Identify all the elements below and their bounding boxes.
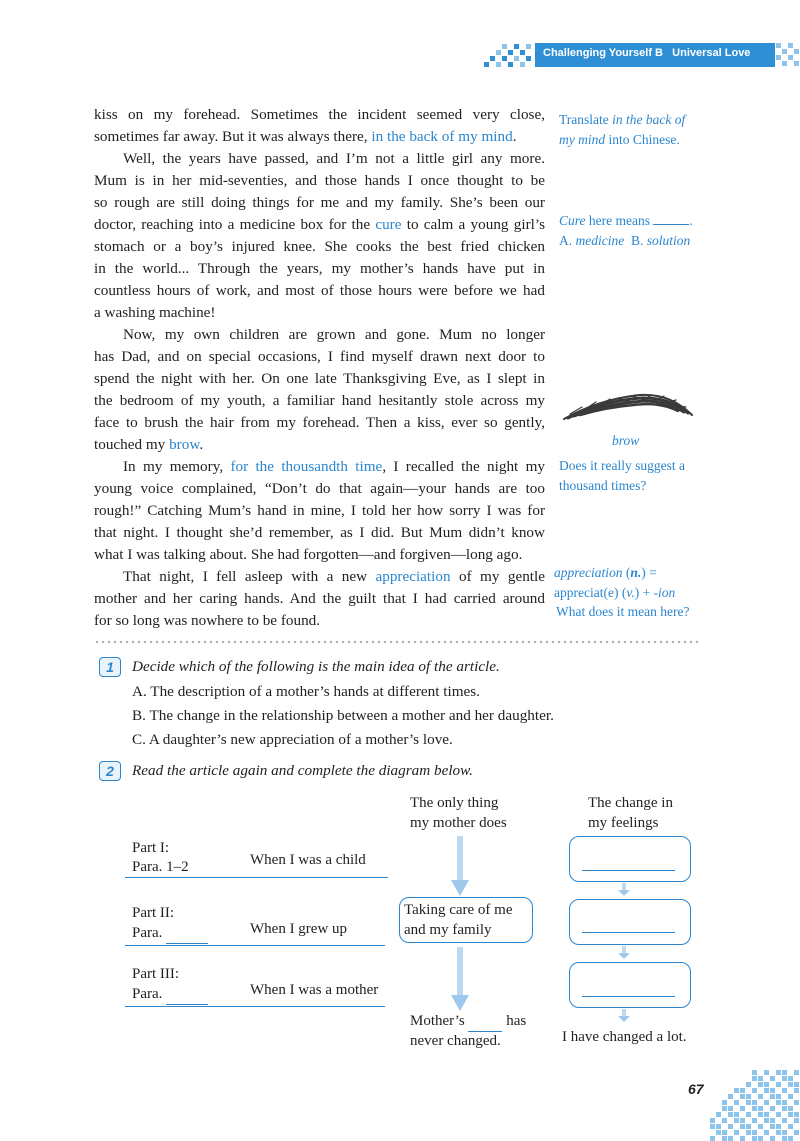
feeling-blank-3[interactable] [582, 996, 675, 997]
answer-blank[interactable] [468, 1011, 502, 1032]
article-text: Mum is in her mid-seventies, and those hands I once thought to be [94, 172, 545, 189]
pixel-square [716, 1130, 721, 1135]
pixel-square [788, 43, 793, 48]
pixel-square [770, 1076, 775, 1081]
article-line [94, 588, 545, 610]
option-letter: A. [559, 233, 576, 248]
article-line [123, 456, 545, 478]
pixel-square [782, 1070, 787, 1075]
highlighted-phrase: in the back of my mind [371, 128, 513, 145]
arrow-down-icon [618, 946, 630, 960]
pixel-square [746, 1082, 751, 1087]
article-text: sometimes far away. But it was always there, [94, 128, 372, 145]
pixel-square [514, 44, 519, 49]
note-phrase: in the back of [612, 112, 686, 127]
pixel-square [716, 1112, 721, 1117]
pixel-square [526, 56, 531, 61]
article-text: stomach or a boy’s injured knee. She cooks the best fried chicken [94, 238, 545, 255]
article-text: Now, my own children are grown and gone. Mum no longer [123, 326, 545, 343]
arrow-down-icon [618, 883, 630, 897]
pixel-square [758, 1076, 763, 1081]
pixel-square [764, 1100, 769, 1105]
part-2-when: When I grew up [250, 921, 348, 937]
pixel-square [776, 1070, 781, 1075]
note-text: into Chinese. [605, 132, 680, 147]
pixel-square [788, 1106, 793, 1111]
pixel-square [740, 1118, 745, 1123]
pixel-square [770, 1124, 775, 1129]
pixel-square [710, 1136, 715, 1141]
option-word: medicine [575, 233, 625, 248]
part-3-when: When I was a mother [250, 982, 379, 998]
article-line [94, 236, 545, 258]
pixel-square [520, 50, 525, 55]
highlighted-phrase: for the thousandth time [230, 458, 383, 475]
note-thousand-2: thousand times? [559, 478, 647, 493]
feeling-blank-1[interactable] [582, 870, 675, 871]
article-text: touched my [94, 436, 170, 453]
article-text: . [512, 128, 517, 145]
highlighted-phrase: cure [375, 216, 402, 233]
note-cure-options [559, 231, 690, 251]
part-2-label: Part II: [132, 905, 175, 921]
mother-action-line-2: and my family [404, 922, 492, 938]
article-text: for so long was nowhere to be found. [94, 612, 321, 629]
pixel-square [770, 1106, 775, 1111]
prompt-text: Decide which of the following is the main idea of the article. [132, 658, 500, 675]
unit-title: Universal Love [672, 47, 751, 59]
pixel-square [502, 56, 507, 61]
article-line [94, 192, 545, 214]
pixel-square [520, 62, 525, 67]
pixel-square [788, 1076, 793, 1081]
pixel-square [722, 1130, 727, 1135]
highlighted-phrase: brow [169, 436, 200, 453]
article-text: so rough are still doing things for me and my family. She’s been our [94, 194, 545, 211]
pixel-square [752, 1136, 757, 1141]
exercise-2-prompt [132, 762, 473, 780]
exercise-2-badge: 2 [99, 761, 121, 781]
pixel-square [794, 1100, 799, 1105]
pos-label: n. [630, 565, 642, 580]
exercise-1-prompt [132, 658, 500, 676]
article-text: kiss on my forehead. Sometimes the incident seemed very close, [94, 106, 545, 123]
article-line [94, 302, 215, 324]
article-line [123, 148, 545, 170]
feeling-box-1[interactable] [569, 836, 691, 882]
article-line [94, 170, 545, 192]
col-header-feelings-1: The change in [588, 795, 673, 811]
feeling-blank-2[interactable] [582, 932, 675, 933]
para-text: Para. [132, 925, 163, 941]
pixel-square [782, 1100, 787, 1105]
bottom-text: has [506, 1013, 527, 1029]
note-word: Cure [559, 213, 586, 228]
pixel-square [794, 61, 799, 66]
pixel-square [728, 1124, 733, 1129]
article-text: countless hours of work, and most of those hours were before we had [94, 282, 545, 299]
pixel-square [764, 1118, 769, 1123]
pixel-square [746, 1112, 751, 1117]
header-title [543, 47, 750, 59]
pixel-square [740, 1088, 745, 1093]
article-text: doctor, reaching into a medicine box for the [94, 216, 376, 233]
pixel-square [758, 1124, 763, 1129]
pixel-square [722, 1118, 727, 1123]
part-3-label: Part III: [132, 966, 180, 982]
pixel-square [752, 1088, 757, 1093]
arrow-down-icon [448, 947, 472, 1013]
article-line [123, 566, 545, 588]
pixel-square [776, 55, 781, 60]
article-text: mother and her caring hands. And the guilt that I had carried around [94, 590, 545, 607]
pixel-square [740, 1136, 745, 1141]
pixel-square [746, 1130, 751, 1135]
article-text: face to brush the hair from my forehead. Then a kiss, ever so gently, [94, 414, 545, 431]
note-text: . [689, 213, 693, 228]
note-appreciation [554, 563, 657, 583]
feeling-box-3[interactable] [569, 962, 691, 1008]
col-header-mother-1: The only thing [410, 795, 499, 811]
note-text: ) = [641, 565, 657, 580]
note-text: here means [585, 213, 654, 228]
exercise-1-option-a[interactable]: A. The description of a mother’s hands at different times. [132, 683, 480, 700]
pixel-square [746, 1094, 751, 1099]
part-1-when: When I was a child [250, 852, 366, 868]
note-appreciation-2 [554, 583, 675, 603]
pixel-square [740, 1106, 745, 1111]
pixel-square [752, 1130, 757, 1135]
pixel-square [710, 1118, 715, 1123]
bottom-text: Mother’s [410, 1013, 465, 1029]
pixel-square [740, 1124, 745, 1129]
article-line [94, 522, 545, 544]
pixel-square [782, 1130, 787, 1135]
pixel-square [508, 62, 513, 67]
pixel-square [758, 1094, 763, 1099]
pixel-square [484, 62, 489, 67]
part-2-underline [125, 945, 385, 946]
pixel-square [788, 1112, 793, 1117]
article-text: that night. I thought she’d remember, as I did. But Mum didn’t know [94, 524, 545, 541]
article-line [123, 324, 545, 346]
article-text: That night, I fell asleep with a new [123, 568, 376, 585]
bottom-feelings: I have changed a lot. [562, 1029, 687, 1045]
pixel-square [776, 1112, 781, 1117]
pixel-square [734, 1112, 739, 1117]
pixel-square [728, 1112, 733, 1117]
pixel-square [746, 1100, 751, 1105]
pixel-square [794, 1082, 799, 1087]
pixel-square [740, 1094, 745, 1099]
arrow-down-icon [448, 836, 472, 898]
eyebrow-illustration [560, 385, 696, 427]
pixel-square [752, 1076, 757, 1081]
option-word: solution [646, 233, 691, 248]
pixel-square [776, 1094, 781, 1099]
article-line [94, 346, 545, 368]
pixel-square [782, 1118, 787, 1123]
article-text: rough!” Catching Mum’s hand in mine, I told her how sorry I was for [94, 502, 545, 519]
pixel-square [788, 1094, 793, 1099]
pixel-square [770, 1094, 775, 1099]
pixel-square [502, 44, 507, 49]
pixel-square [788, 1124, 793, 1129]
bottom-mother-line-2: never changed. [410, 1033, 501, 1049]
article-text: has Dad, and on special occasions, I find myself drawn next door to [94, 348, 545, 365]
exercise-1-badge: 1 [99, 657, 121, 677]
part-3-underline [125, 1006, 385, 1007]
pixel-square [788, 1136, 793, 1141]
exercise-1-option-b[interactable]: B. The change in the relationship between a mother and her daughter. [132, 707, 554, 724]
feeling-box-2[interactable] [569, 899, 691, 945]
pixel-square [782, 1106, 787, 1111]
article-text: the bedroom of my youth, a familiar hand hesitantly stole across my [94, 392, 545, 409]
pixel-square [722, 1136, 727, 1141]
pixel-square [728, 1094, 733, 1099]
article-line [94, 214, 545, 236]
pixel-square [734, 1088, 739, 1093]
pixel-square [734, 1100, 739, 1105]
suffix: -ion [653, 585, 676, 600]
pixel-square [782, 1136, 787, 1141]
pixel-square [770, 1118, 775, 1123]
pixel-square [788, 1082, 793, 1087]
pixel-square [752, 1106, 757, 1111]
pixel-square [776, 1130, 781, 1135]
part-3-para [132, 984, 208, 1005]
pixel-square [794, 1070, 799, 1075]
part-1-para: Para. 1–2 [132, 859, 189, 875]
article-text: in the world... Through the years, my mother’s hands have put in [94, 260, 545, 277]
brow-caption: brow [612, 433, 640, 448]
pixel-square [710, 1124, 715, 1129]
bottom-mother-line-1 [410, 1011, 526, 1032]
pixel-square [752, 1118, 757, 1123]
article-text: what I was talking about. She had forgotten—and forgiven—long ago. [94, 546, 523, 563]
pixel-square [758, 1112, 763, 1117]
pixel-square [722, 1100, 727, 1105]
highlighted-phrase: appreciation [375, 568, 451, 585]
note-cure [559, 211, 693, 231]
pixel-square [734, 1118, 739, 1123]
article-line [94, 544, 522, 566]
pixel-square [490, 56, 495, 61]
pixel-square [794, 1112, 799, 1117]
article-line [94, 478, 545, 500]
pixel-square [764, 1070, 769, 1075]
article-text: of my gentle [450, 568, 545, 585]
pixel-square [728, 1136, 733, 1141]
prompt-text: Read the article again and complete the diagram below. [132, 762, 473, 779]
pixel-square [782, 1076, 787, 1081]
pixel-square [782, 49, 787, 54]
article-line [94, 412, 545, 434]
pixel-square [758, 1136, 763, 1141]
part-1-label: Part I: [132, 840, 170, 856]
pixel-square [496, 50, 501, 55]
pixel-square [752, 1100, 757, 1105]
article-text: In my memory, [123, 458, 231, 475]
pixel-square [776, 1100, 781, 1105]
note-text: ) + [634, 585, 654, 600]
article-line [94, 434, 203, 456]
para-text: Para. [132, 986, 163, 1002]
page-number: 67 [688, 1081, 704, 1097]
note-translate [559, 110, 685, 130]
article-line [94, 126, 516, 148]
pixel-square [794, 1130, 799, 1135]
article-line [94, 104, 545, 126]
note-text: appreciat(e) ( [554, 585, 627, 600]
pixel-square [788, 55, 793, 60]
pixel-square [508, 50, 513, 55]
pixel-square [764, 1088, 769, 1093]
mother-action-line-1: Taking care of me [404, 902, 513, 918]
pixel-square [722, 1106, 727, 1111]
part-2-para [132, 923, 208, 944]
article-line [94, 390, 545, 412]
col-header-feelings-2: my feelings [588, 815, 659, 831]
article-line [94, 500, 545, 522]
note-text: ( [622, 565, 631, 580]
pixel-square [764, 1112, 769, 1117]
pixel-square [782, 61, 787, 66]
article-text: young voice complained, “Don’t do that again—your hands are too [94, 480, 545, 497]
pixel-square [776, 43, 781, 48]
note-phrase: my mind [559, 132, 606, 147]
pixel-square [496, 62, 501, 67]
pixel-square [758, 1082, 763, 1087]
article-line [94, 610, 320, 632]
article-line [94, 258, 545, 280]
article-text: , I recalled the night my [382, 458, 545, 475]
note-text: Translate [559, 112, 613, 127]
article-text: . [199, 436, 204, 453]
note-word: appreciation [554, 565, 623, 580]
pixel-square [764, 1130, 769, 1135]
article-line [94, 280, 545, 302]
pixel-square [794, 49, 799, 54]
article-text: Well, the years have passed, and I’m not a little girl any more. [123, 150, 545, 167]
para-blank[interactable] [166, 984, 208, 1005]
article-text: a washing machine! [94, 304, 216, 321]
pos-label: v. [626, 585, 635, 600]
article-text: to calm a young girl’s [401, 216, 545, 233]
note-thousand: Does it really suggest a [559, 458, 685, 473]
col-header-mother-2: my mother does [410, 815, 507, 831]
answer-blank[interactable] [653, 224, 689, 225]
pixel-square [776, 1082, 781, 1087]
pixel-square [776, 1124, 781, 1129]
pixel-square [746, 1124, 751, 1129]
pixel-square [794, 1118, 799, 1123]
pixel-square [758, 1106, 763, 1111]
arrow-down-icon [618, 1009, 630, 1023]
pixel-square [770, 1088, 775, 1093]
article-text: spend the night with her. On one late Thanksgiving Eve, as I slept in [94, 370, 545, 387]
pixel-square [764, 1082, 769, 1087]
dotted-divider [94, 640, 700, 644]
pixel-square [728, 1106, 733, 1111]
pixel-square [716, 1124, 721, 1129]
pixel-square [794, 1088, 799, 1093]
pixel-square [770, 1136, 775, 1141]
pixel-square [514, 56, 519, 61]
note-translate-2 [559, 130, 680, 150]
pixel-square [734, 1130, 739, 1135]
note-appreciation-3: What does it mean here? [556, 604, 690, 619]
pixel-square [526, 44, 531, 49]
para-blank[interactable] [166, 923, 208, 944]
article-line [94, 368, 545, 390]
exercise-1-option-c[interactable]: C. A daughter’s new appreciation of a mother’s love. [132, 731, 453, 748]
pixel-square [752, 1070, 757, 1075]
book-section: Challenging Yourself B [543, 47, 663, 59]
pixel-square [782, 1088, 787, 1093]
part-1-underline [125, 877, 388, 878]
option-letter: B. [630, 233, 647, 248]
